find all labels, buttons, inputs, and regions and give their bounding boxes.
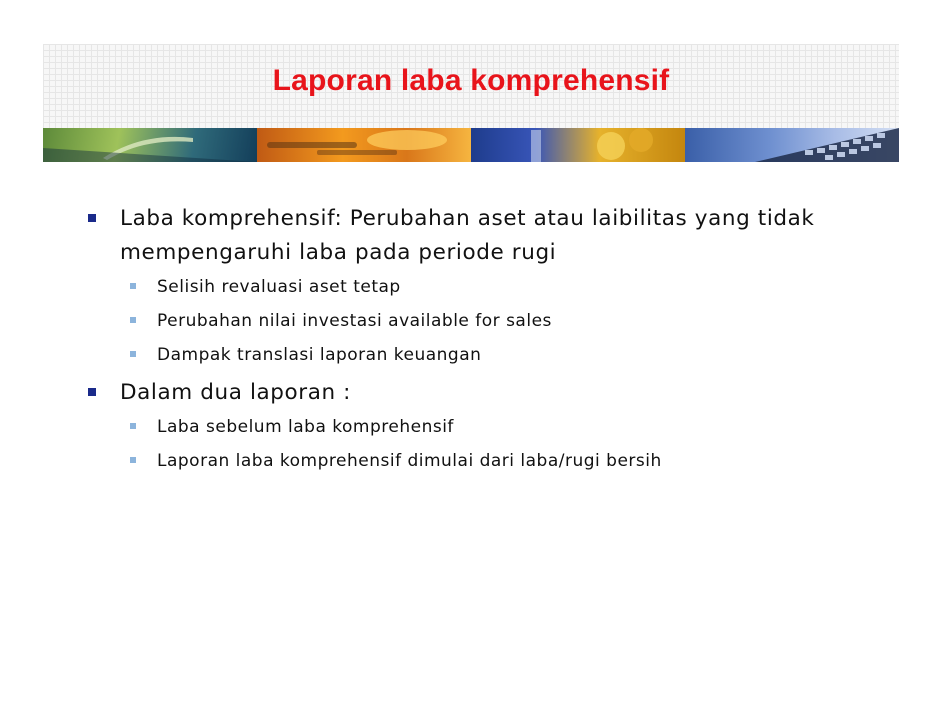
sub-bullet-text: Selisih revaluasi aset tetap: [157, 277, 401, 297]
keys-icon: [257, 128, 471, 162]
banner-panel-keys-image: [257, 128, 471, 162]
bullet-item-2: [82, 376, 882, 410]
sub-bullet-item: [82, 304, 882, 338]
sub-bullet-text: Dampak translasi laporan keuangan: [157, 345, 482, 365]
sub-bullet-item: [82, 270, 882, 304]
square-bullet-icon: [130, 423, 136, 429]
keyboard-icon: [685, 128, 899, 162]
bullet-list: [82, 202, 882, 478]
square-bullet-icon: [130, 351, 136, 357]
sub-bullet-item: [82, 410, 882, 444]
banner-panel-keyboard-image: [685, 128, 899, 162]
square-bullet-icon: [88, 388, 96, 396]
sub-bullet-text: Laba sebelum laba komprehensif: [157, 417, 454, 437]
banner-panel-pen-image: [43, 128, 257, 162]
sub-bullet-item: [82, 444, 882, 478]
title-header: [43, 44, 899, 128]
header-image-banner: [43, 128, 899, 162]
slide-title: Laporan laba komprehensif: [272, 64, 670, 97]
sub-bullet-text: Perubahan nilai investasi available for sales: [157, 311, 552, 331]
sub-bullet-text: Laporan laba komprehensif dimulai dari laba/rugi bersih: [157, 451, 662, 471]
pen-icon: [43, 128, 257, 162]
square-bullet-icon: [130, 283, 136, 289]
bullet-item-2-text: Dalam dua laporan :: [120, 380, 352, 405]
square-bullet-icon: [130, 317, 136, 323]
banner-panel-coins-image: [471, 128, 685, 162]
coins-icon: [471, 128, 685, 162]
square-bullet-icon: [130, 457, 136, 463]
bullet-item-1: [82, 202, 882, 270]
square-bullet-icon: [88, 214, 96, 222]
sub-bullet-item: [82, 338, 882, 372]
bullet-item-1-text: Laba komprehensif: Perubahan aset atau laibilitas yang tidak mempengaruhi laba pada periode rugi: [120, 206, 815, 265]
